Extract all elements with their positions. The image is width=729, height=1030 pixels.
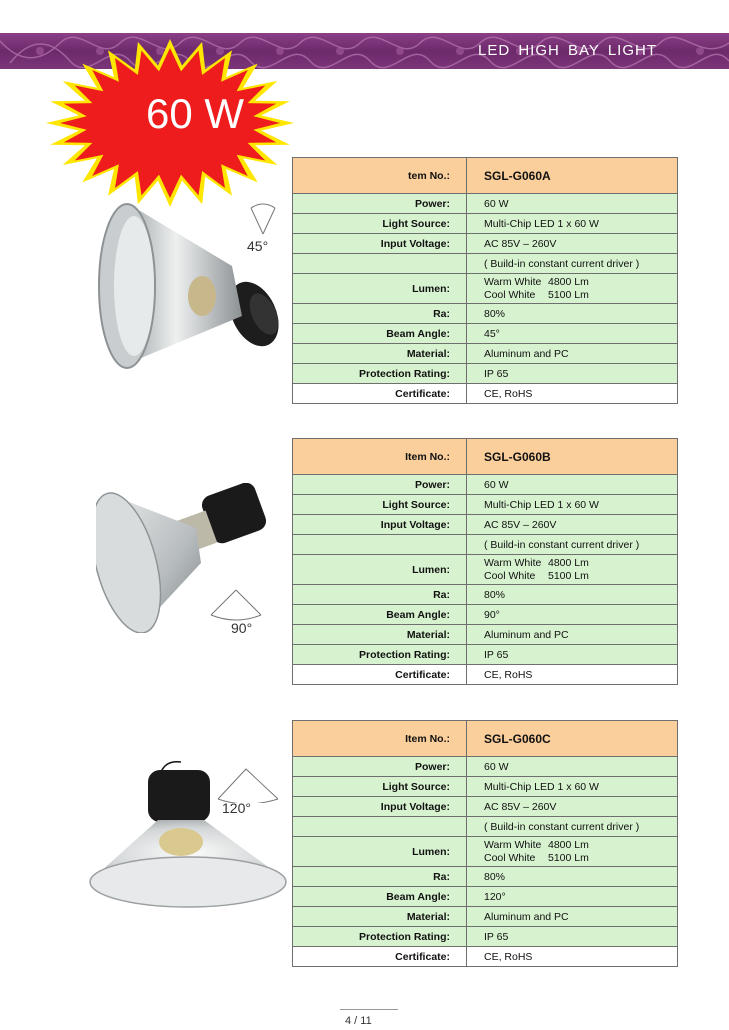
- row-label: [293, 535, 467, 554]
- row-label: Input Voltage:: [293, 234, 467, 253]
- row-label: Beam Angle:: [293, 605, 467, 624]
- table-row: [293, 323, 677, 343]
- table-row: [293, 721, 677, 756]
- item-number: SGL-G060A: [484, 168, 551, 183]
- row-label: Certificate:: [293, 947, 467, 966]
- row-label: Beam Angle:: [293, 324, 467, 343]
- row-value: ( Build-in constant current driver ): [484, 257, 640, 270]
- row-value: ( Build-in constant current driver ): [484, 538, 640, 551]
- row-value: 60 W: [484, 760, 509, 773]
- table-row: [293, 303, 677, 323]
- table-row: [293, 866, 677, 886]
- row-value: CE, RoHS: [484, 668, 533, 681]
- cool-white-label: Cool White: [484, 569, 536, 582]
- page-number: 4 / 11: [345, 1015, 372, 1027]
- row-label: Protection Rating:: [293, 927, 467, 946]
- page-title: LED HIGH BAY LIGHT: [478, 42, 657, 59]
- row-value: IP 65: [484, 648, 509, 661]
- table-row: [293, 253, 677, 273]
- row-label: Ra:: [293, 585, 467, 604]
- row-label: Ra:: [293, 867, 467, 886]
- wattage-badge-text: 60 W: [146, 90, 245, 137]
- row-value: AC 85V – 260V: [484, 237, 557, 250]
- beam-angle-icon: [206, 585, 266, 625]
- row-label: Item No.:: [293, 721, 467, 756]
- row-value: Multi-Chip LED 1 x 60 W: [484, 217, 599, 230]
- row-value: 80%: [484, 588, 506, 601]
- table-row: [293, 383, 677, 403]
- row-value: CE, RoHS: [484, 950, 533, 963]
- table-row: [293, 796, 677, 816]
- table-row: [293, 273, 677, 303]
- table-row: [293, 644, 677, 664]
- row-value: 120°: [484, 890, 506, 903]
- spec-table-b: [292, 438, 678, 685]
- table-row: [293, 776, 677, 796]
- warm-white-label: Warm White: [484, 556, 542, 569]
- table-row: [293, 233, 677, 253]
- table-row: [293, 946, 677, 966]
- beam-angle-label: 120°: [222, 800, 251, 816]
- cool-white-label: Cool White: [484, 288, 536, 301]
- table-row: [293, 906, 677, 926]
- row-label: Lumen:: [293, 555, 467, 584]
- lumen-values: [467, 837, 677, 866]
- row-label: Lumen:: [293, 837, 467, 866]
- table-row: [293, 554, 677, 584]
- table-row: [293, 584, 677, 604]
- row-label: Power:: [293, 475, 467, 494]
- row-label: Input Voltage:: [293, 797, 467, 816]
- lumen-values: [467, 274, 677, 303]
- table-row: [293, 213, 677, 233]
- row-value: 45°: [484, 327, 500, 340]
- beam-angle-label: 90°: [231, 620, 253, 636]
- table-row: [293, 664, 677, 684]
- lumen-values: [467, 555, 677, 584]
- table-row: [293, 886, 677, 906]
- row-label: Protection Rating:: [293, 645, 467, 664]
- cool-white-value: 5100 Lm: [548, 288, 589, 301]
- table-row: [293, 514, 677, 534]
- beam-angle-icon: [212, 765, 282, 803]
- cool-white-value: 5100 Lm: [548, 569, 589, 582]
- row-label: tem No.:: [293, 158, 467, 193]
- table-row: [293, 756, 677, 776]
- cool-white-label: Cool White: [484, 851, 536, 864]
- row-label: Material:: [293, 625, 467, 644]
- table-row: [293, 604, 677, 624]
- row-label: [293, 817, 467, 836]
- row-label: Lumen:: [293, 274, 467, 303]
- table-row: [293, 926, 677, 946]
- row-value: IP 65: [484, 930, 509, 943]
- table-row: [293, 158, 677, 193]
- row-value: CE, RoHS: [484, 387, 533, 400]
- cool-white-value: 5100 Lm: [548, 851, 589, 864]
- row-value: 90°: [484, 608, 500, 621]
- row-label: Light Source:: [293, 495, 467, 514]
- row-label: Protection Rating:: [293, 364, 467, 383]
- row-value: IP 65: [484, 367, 509, 380]
- row-label: Material:: [293, 344, 467, 363]
- row-value: 80%: [484, 870, 506, 883]
- row-label: Certificate:: [293, 665, 467, 684]
- row-label: Light Source:: [293, 214, 467, 233]
- row-value: AC 85V – 260V: [484, 800, 557, 813]
- warm-white-value: 4800 Lm: [548, 838, 589, 851]
- table-row: [293, 193, 677, 213]
- row-label: Power:: [293, 757, 467, 776]
- beam-angle-icon: [243, 200, 283, 240]
- row-value: 80%: [484, 307, 506, 320]
- row-label: Input Voltage:: [293, 515, 467, 534]
- table-row: [293, 494, 677, 514]
- table-row: [293, 534, 677, 554]
- row-value: Aluminum and PC: [484, 910, 569, 923]
- row-value: Multi-Chip LED 1 x 60 W: [484, 498, 599, 511]
- row-value: Aluminum and PC: [484, 347, 569, 360]
- table-row: [293, 474, 677, 494]
- row-label: Beam Angle:: [293, 887, 467, 906]
- warm-white-label: Warm White: [484, 275, 542, 288]
- row-value: 60 W: [484, 478, 509, 491]
- row-label: Power:: [293, 194, 467, 213]
- table-row: [293, 363, 677, 383]
- table-row: [293, 836, 677, 866]
- row-label: [293, 254, 467, 273]
- warm-white-value: 4800 Lm: [548, 275, 589, 288]
- table-row: [293, 343, 677, 363]
- item-number: SGL-G060C: [484, 731, 551, 746]
- row-label: Light Source:: [293, 777, 467, 796]
- row-label: Ra:: [293, 304, 467, 323]
- item-number: SGL-G060B: [484, 449, 551, 464]
- warm-white-value: 4800 Lm: [548, 556, 589, 569]
- table-row: [293, 816, 677, 836]
- warm-white-label: Warm White: [484, 838, 542, 851]
- row-value: 60 W: [484, 197, 509, 210]
- row-value: Aluminum and PC: [484, 628, 569, 641]
- table-row: [293, 439, 677, 474]
- row-label: Material:: [293, 907, 467, 926]
- beam-angle-label: 45°: [247, 238, 269, 254]
- row-value: AC 85V – 260V: [484, 518, 557, 531]
- row-label: Certificate:: [293, 384, 467, 403]
- footer-divider: [340, 1009, 398, 1010]
- spec-table-c: [292, 720, 678, 967]
- table-row: [293, 624, 677, 644]
- row-value: Multi-Chip LED 1 x 60 W: [484, 780, 599, 793]
- row-label: Item No.:: [293, 439, 467, 474]
- spec-table-a: [292, 157, 678, 404]
- row-value: ( Build-in constant current driver ): [484, 820, 640, 833]
